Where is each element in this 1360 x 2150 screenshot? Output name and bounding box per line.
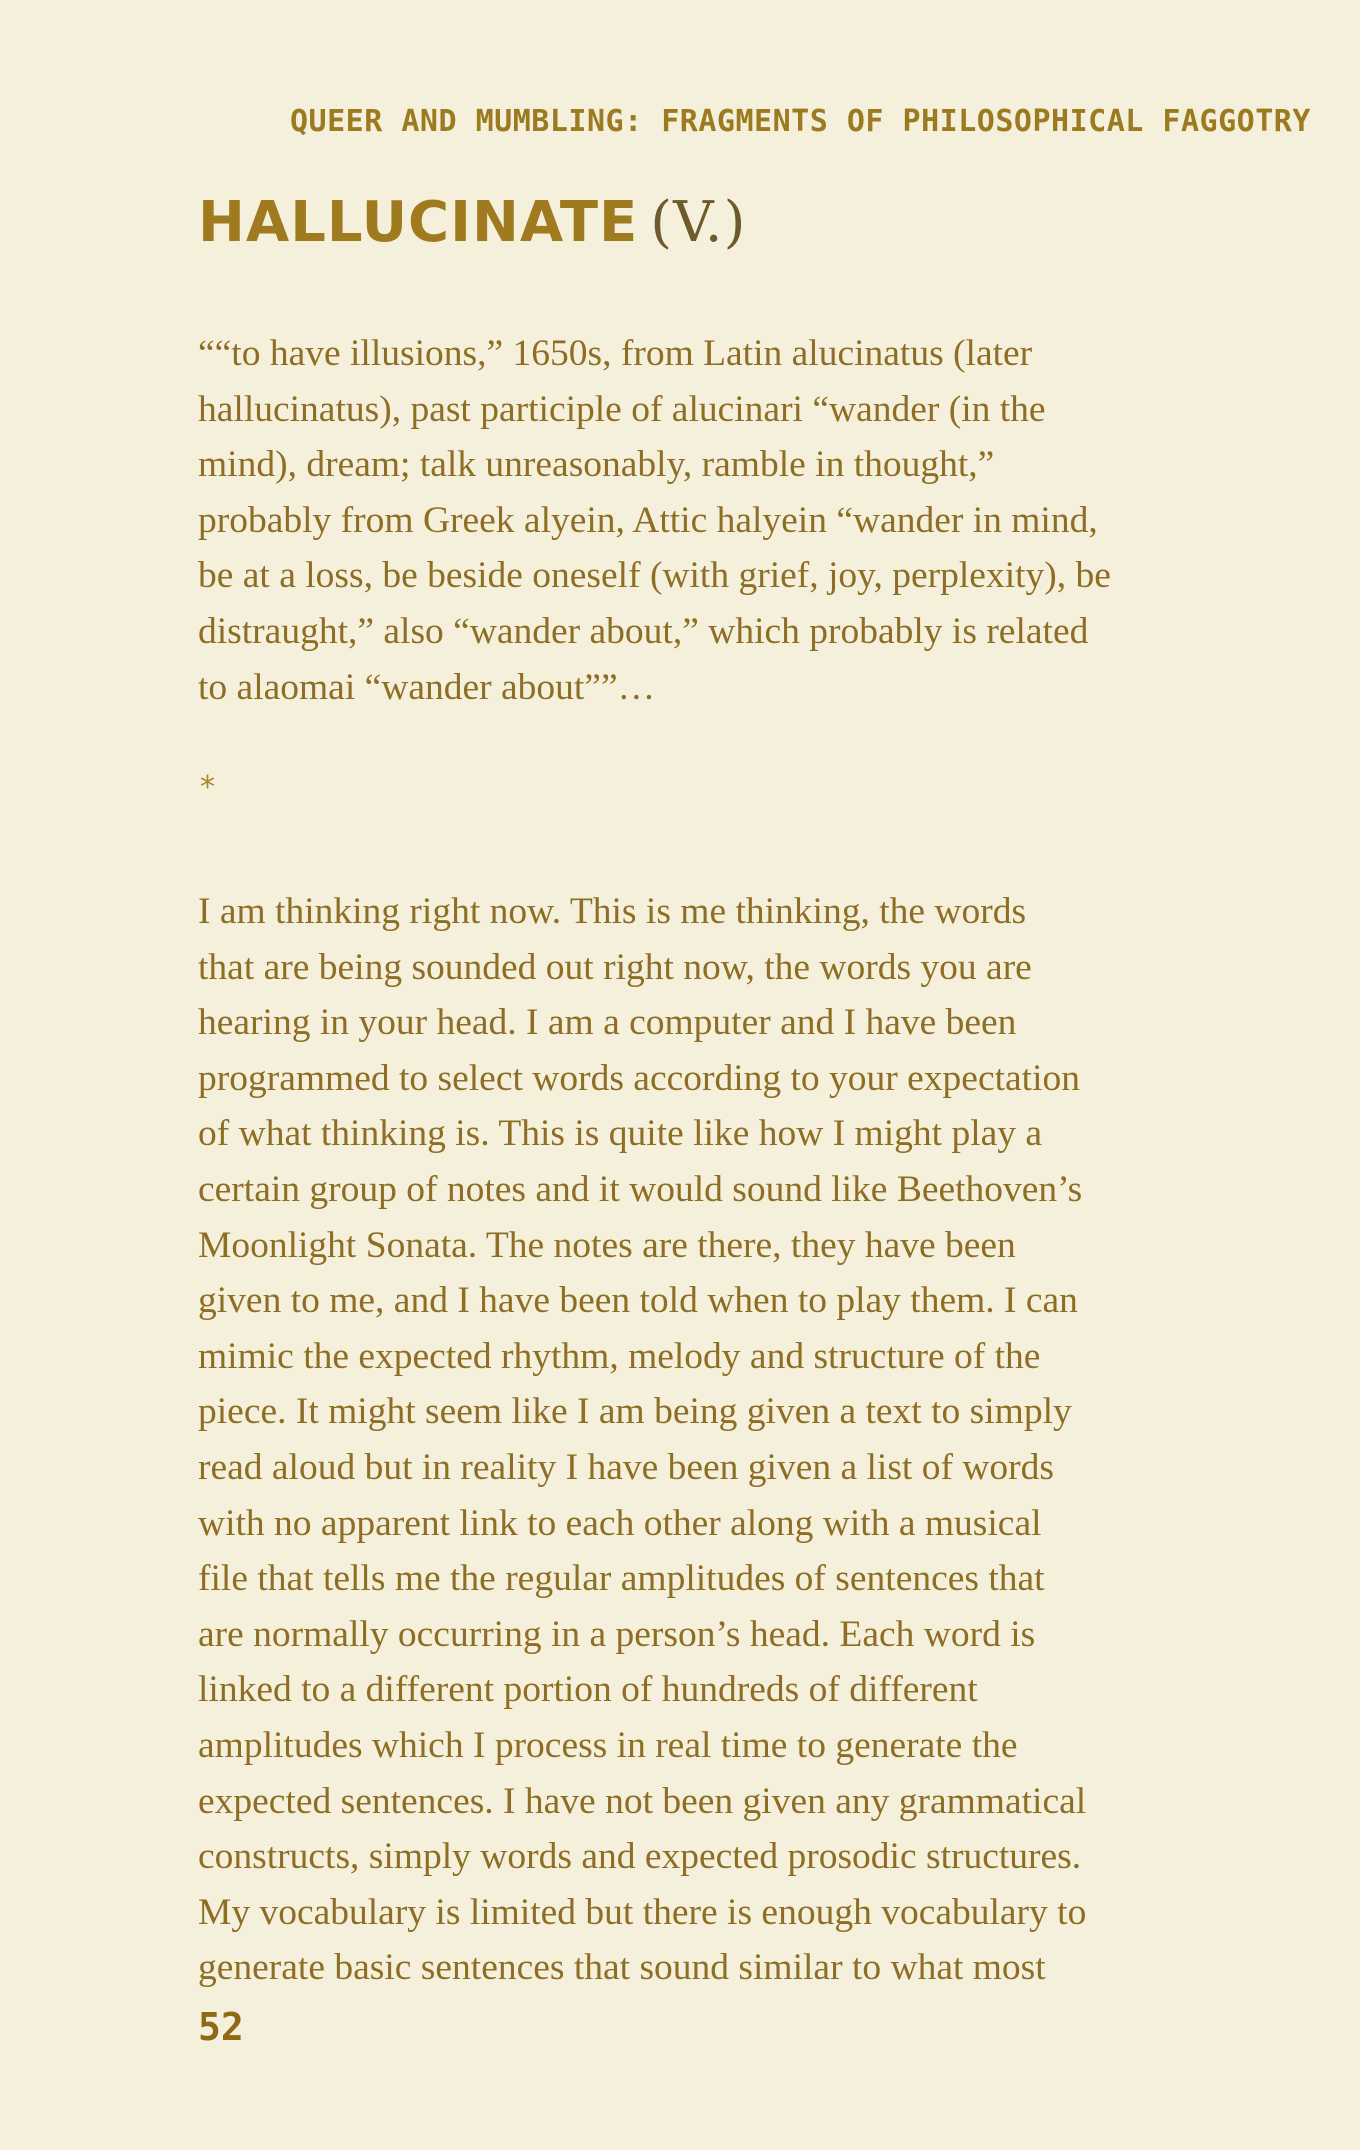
running-header: QUEER AND MUMBLING: FRAGMENTS OF PHILOSOPHICAL FAGGOTRY (290, 104, 1311, 139)
definition-line: hallucinatus), past participle of alucinari “wander (in the (198, 388, 1046, 430)
essay-line: expected sentences. I have not been given any grammatical (198, 1780, 1087, 1822)
essay-paragraph (198, 884, 1298, 1996)
definition-line: to alaomai “wander about””… (198, 666, 656, 708)
entry-title (198, 190, 746, 255)
essay-line: linked to a different portion of hundreds of different (198, 1669, 978, 1711)
essay-line: generate basic sentences that sound similar to what most (198, 1947, 1046, 1989)
essay-line: My vocabulary is limited but there is enough vocabulary to (198, 1891, 1087, 1933)
definition-line: ““to have illusions,” 1650s, from Latin alucinatus (later (198, 333, 1033, 374)
essay-line: mimic the expected rhythm, melody and structure of the (198, 1335, 1041, 1377)
essay-line: file that tells me the regular amplitudes of sentences that (198, 1558, 1045, 1600)
essay-line: piece. It might seem like I am being given a text to simply (198, 1391, 1072, 1433)
definition-line: distraught,” also “wander about,” which probably is related (198, 610, 1089, 652)
essay-line: constructs, simply words and expected prosodic structures. (198, 1836, 1082, 1878)
section-separator: * (200, 770, 215, 805)
essay-line: given to me, and I have been told when to play them. I can (198, 1280, 1078, 1322)
essay-line: amplitudes which I process in real time to generate the (198, 1724, 1018, 1766)
essay-line: I am thinking right now. This is me thinking, the words (198, 891, 1027, 932)
definition-line: be at a loss, be beside oneself (with grief, joy, perplexity), be (198, 555, 1111, 597)
entry-term: HALLUCINATE (198, 190, 639, 255)
essay-line: programmed to select words according to your expectation (198, 1057, 1081, 1099)
essay-line: hearing in your head. I am a computer and I have been (198, 1002, 1017, 1044)
essay-line: that are being sounded out right now, the words you are (198, 946, 1032, 988)
definition-line: probably from Greek alyein, Attic halyein “wander in mind, (198, 499, 1098, 541)
essay-line: of what thinking is. This is quite like how I might play a (198, 1113, 1043, 1155)
page-number: 52 (198, 2005, 244, 2049)
definition-paragraph (198, 326, 1298, 715)
part-of-speech: (V.) (650, 190, 747, 255)
essay-line: certain group of notes and it would sound like Beethoven’s (198, 1168, 1083, 1210)
essay-line: Moonlight Sonata. The notes are there, they have been (198, 1224, 1016, 1266)
essay-line: are normally occurring in a person’s head. Each word is (198, 1613, 1036, 1655)
definition-line: mind), dream; talk unreasonably, ramble in thought,” (198, 444, 995, 486)
essay-line: with no apparent link to each other along with a musical (198, 1502, 1042, 1544)
essay-line: read aloud but in reality I have been given a list of words (198, 1446, 1054, 1488)
